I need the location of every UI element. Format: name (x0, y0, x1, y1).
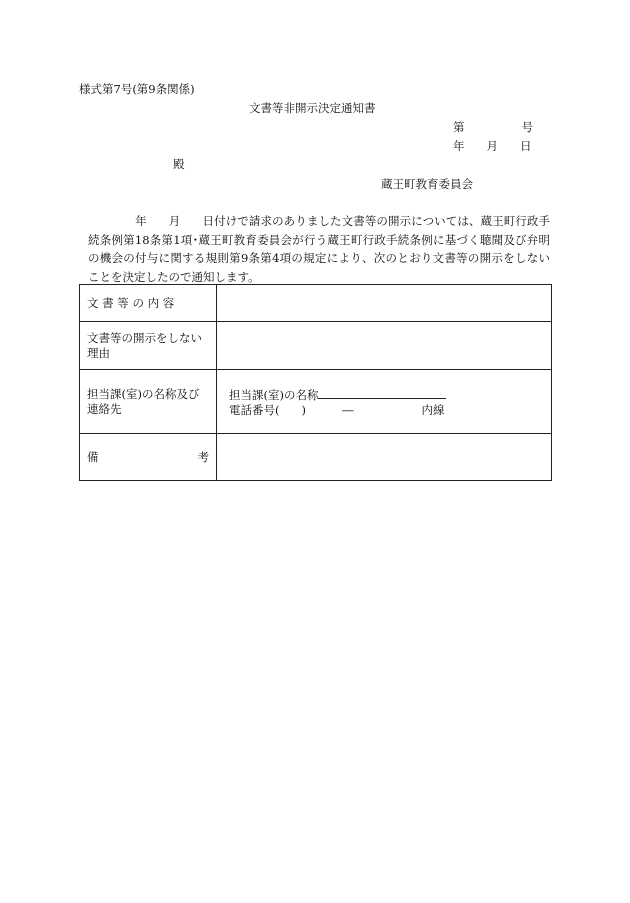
table-row (80, 434, 552, 481)
notice-table (79, 284, 552, 481)
notice-body (88, 212, 550, 286)
number-suffix: 号 (521, 120, 533, 134)
phone-close: ) (301, 402, 306, 417)
row-label-remarks (80, 434, 217, 481)
phone-extension: 内線 (421, 402, 445, 417)
document-title: 文書等非開示決定通知書 (249, 101, 376, 115)
document-date-line (453, 139, 532, 153)
row-label-content: 文 書 等 の 内 容 (80, 285, 217, 322)
table-row (80, 322, 552, 370)
phone-label: 電話番号( (229, 402, 280, 417)
document-number-line (453, 120, 533, 134)
row-value-remarks (217, 434, 552, 481)
row-value-content (217, 285, 552, 322)
date-year: 年 (453, 139, 465, 153)
body-year: 年 (135, 214, 147, 228)
body-month: 月 (168, 214, 181, 228)
body-text: 日付けで請求のありました文書等の開示については、蔵王町行政手続条例第18条第1項･蔵王町教育委員会が行う蔵王町行政手続条例に基づく聴聞及び弁明の機会の付与に関する規則第9条第4項の規定により、次のとおり文書等の開示をしないことを決定したので通知します。 (88, 214, 551, 284)
department-name-line (229, 386, 539, 403)
form-number: 様式第7号(第9条関係) (79, 82, 195, 96)
row-label-reason: 文書等の開示をしない理由 (80, 322, 217, 370)
department-name-blank (318, 386, 446, 399)
phone-dash: ― (342, 402, 354, 417)
department-name-label: 担当課(室)の名称 (229, 387, 319, 402)
remarks-label-left: 備 (87, 449, 99, 464)
row-label-department: 担当課(室)の名称及び連絡先 (80, 370, 217, 434)
date-day: 日 (520, 139, 532, 153)
phone-line (229, 403, 539, 418)
date-month: 月 (486, 139, 498, 153)
remarks-label-right: 考 (197, 449, 209, 464)
number-prefix: 第 (453, 120, 465, 134)
table-row (80, 285, 552, 322)
issuer-name: 蔵王町教育委員会 (381, 177, 473, 191)
row-value-reason (217, 322, 552, 370)
table-row (80, 370, 552, 434)
row-value-department (217, 370, 552, 434)
addressee-suffix: 殿 (173, 157, 185, 171)
